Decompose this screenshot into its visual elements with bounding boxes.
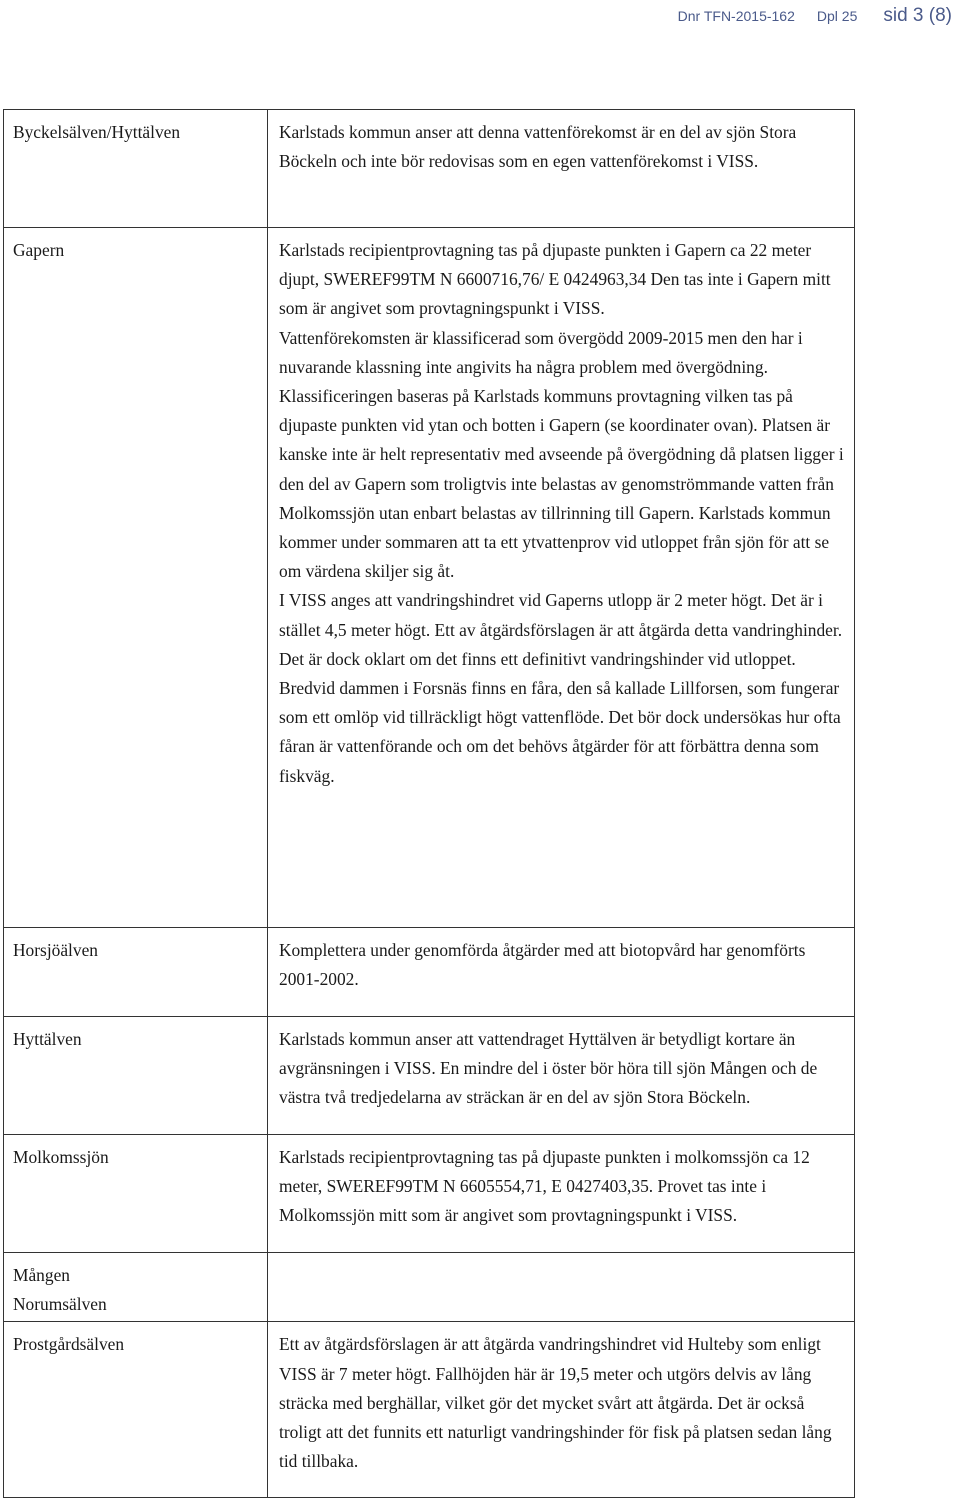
comment-paragraph: Karlstads recipientprovtagning tas på djupaste punkten i Gapern ca 22 meter djupt, SWEREF99TM N 6600716,76/ E 0424963,34 Den tas inte i Gapern mitt som är angivet som provtagningspunkt i VISS. <box>279 240 831 319</box>
comment-paragraph: Komplettera under genomförda åtgärder med att biotopvård har genomförts 2001-2002. <box>279 940 806 990</box>
comment-cell <box>268 110 855 228</box>
water-name-cell <box>4 928 268 1017</box>
page-number: sid 3 (8) <box>883 5 952 26</box>
table-row <box>4 1017 855 1135</box>
table-row <box>4 1322 855 1498</box>
comment-paragraph: I VISS anges att vandringshindret vid Gaperns utlopp är 2 meter högt. Det är i stället 4,5 meter högt. Ett av åtgärdsförslagen är att åtgärda detta vandringhinder. Det är dock oklart om det finns ett definitivt vandringshinder vid utloppet. Bredvid dammen i Forsnäs finns en fåra, den så kallade Lillforsen, som fungerar som ett omlöp vid tillräckligt högt vattenflöde. Det bör dock undersökas hur ofta fåran är vattenförande och om det behövs åtgärder för att förbättra denna som fiskväg. <box>279 590 843 786</box>
comments-table <box>3 109 855 1498</box>
comment-cell <box>268 1322 855 1498</box>
comment-cell <box>268 1253 855 1322</box>
comment-cell <box>268 928 855 1017</box>
water-name-cell <box>4 1322 268 1498</box>
page-header <box>678 5 952 27</box>
water-name: Mången <box>13 1265 70 1285</box>
table-row <box>4 228 855 928</box>
water-name: Gapern <box>13 240 65 260</box>
water-name-cell <box>4 1017 268 1135</box>
water-name: Horsjöälven <box>13 940 99 960</box>
water-name-cell <box>4 228 268 928</box>
water-name: Prostgårdsälven <box>13 1334 125 1355</box>
water-name: Hyttälven <box>13 1029 82 1049</box>
comment-paragraph: Ett av åtgärdsförslagen är att åtgärda vandringshindret vid Hulteby som enligt VISS är 7 meter högt. Fallhöjden här är 19,5 meter och utgörs delvis av lång sträcka med berghällar, vilket gör det mycket svårt att åtgärda. Det är också troligt att det funnits ett naturligt vandringshinder för fisk på platsen sedan lång tid tillbaka. <box>279 1334 832 1472</box>
comment-paragraph: Karlstads recipientprovtagning tas på djupaste punkten i molkomssjön ca 12 meter, SWEREF99TM N 6605554,71, E 0427403,35. Provet tas inte i Molkomssjön mitt som är angivet som provtagningspunkt i VISS. <box>279 1147 810 1226</box>
comment-paragraph: Vattenförekomsten är klassificerad som övergödd 2009-2015 men den har i nuvarande klassning inte angivits ha några problem med övergödning. Klassificeringen baseras på Karlstads kommuns provtagning vilken tas på djupaste punkten vid ytan och botten i Gapern (se koordinater ovan). Platsen är kanske inte är helt representativ med avseende på övergödning då platsen ligger i den del av Gapern som troligtvis inte belastas av genomströmmande vatten från Molkomssjön utan enbart belastas av tillrinning till Gapern. Karlstads kommun kommer under sommaren att ta ett ytvattenprov vid utloppet från sjön för att se om värdena skiljer sig åt. <box>279 327 844 582</box>
comment-cell <box>268 228 855 928</box>
comment-paragraph: Karlstads kommun anser att vattendraget Hyttälven är betydligt kortare än avgränsningen i VISS. En mindre del i öster bör höra till sjön Mången och de västra två tredjedelarna av sträckan är en del av sjön Stora Böckeln. <box>279 1029 818 1108</box>
document-part: Dpl 25 <box>816 8 858 24</box>
water-name-cell <box>4 110 268 228</box>
water-name-cell <box>4 1253 268 1322</box>
water-name: Norumsälven <box>13 1294 107 1315</box>
table-row <box>4 928 855 1017</box>
table-row <box>4 110 855 228</box>
table-row <box>4 1135 855 1253</box>
comment-cell <box>268 1135 855 1253</box>
comment-cell <box>268 1017 855 1135</box>
table-row <box>4 1253 855 1322</box>
water-name: Molkomssjön <box>13 1147 109 1167</box>
comment-paragraph: Karlstads kommun anser att denna vattenförekomst är en del av sjön Stora Böckeln och inte bör redovisas som en egen vattenförekomst i VISS. <box>279 122 797 172</box>
water-name-cell <box>4 1135 268 1253</box>
document-reference: Dnr TFN-2015-162 <box>677 8 795 24</box>
water-name: Byckelsälven/Hyttälven <box>13 122 181 142</box>
